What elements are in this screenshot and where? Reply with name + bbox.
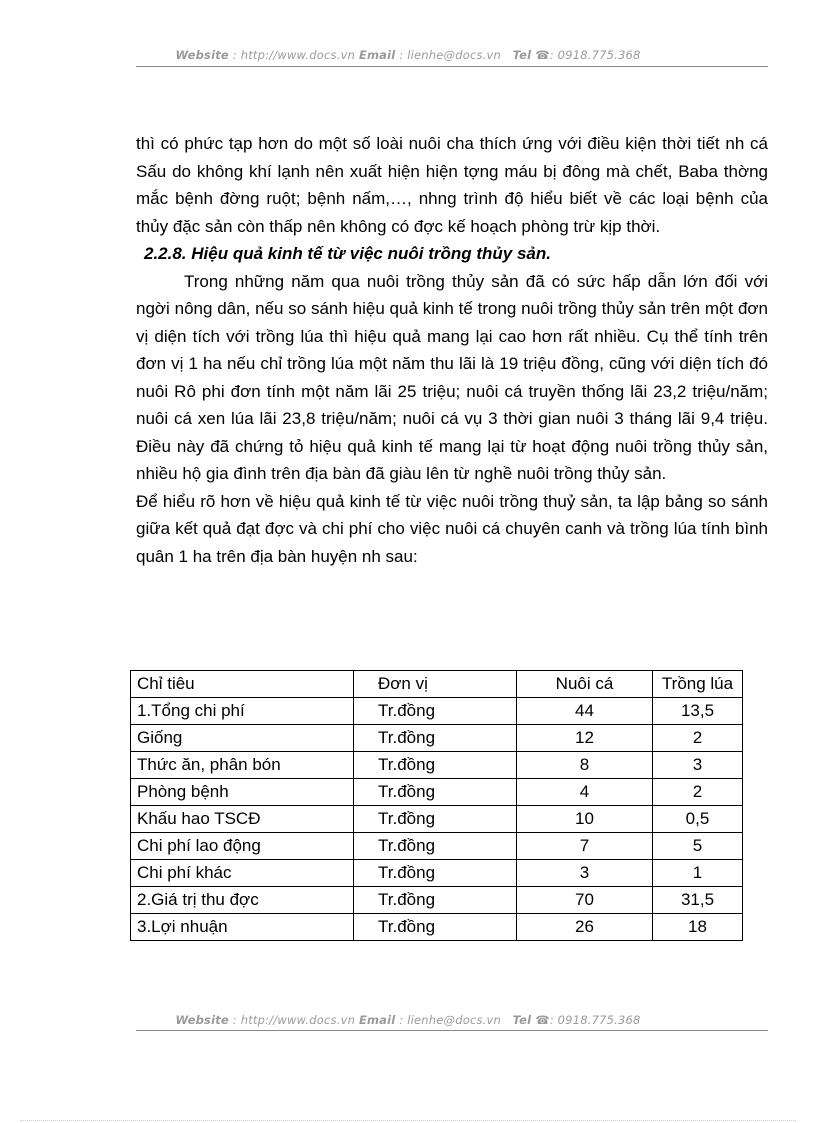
section-heading: 2.2.8. Hiệu quả kinh tế từ việc nuôi trồng thủy sản. — [144, 244, 551, 263]
table-row — [131, 860, 743, 887]
paragraph-table-intro: Để hiểu rõ hơn về hiệu quả kinh tế từ việc nuôi trồng thuỷ sản, ta lập bảng so sánh giữa kết quả đạt đợc và chi phí cho việc nuôi cá chuyên canh và trồng lúa tính bình quân 1 ha trên địa bàn huyện nh sau: — [136, 491, 768, 566]
header-rule — [136, 66, 768, 67]
table-cell: Tr.đồng — [354, 860, 517, 887]
table-cell: 26 — [517, 914, 653, 941]
table-cell: 44 — [517, 698, 653, 725]
footer-rule — [136, 1030, 768, 1031]
comparison-table — [130, 670, 743, 941]
page-footer — [0, 1013, 816, 1027]
paragraph-economic-efficiency: Trong những năm qua nuôi trồng thủy sản đã có sức hấp dẫn lớn đối với ngời nông dân, nếu so sánh hiệu quả kinh tế trong nuôi trồng thủy sản trên một đơn vị diện tích với trồng lúa thì hiệu quả mang lại cao hơn rất nhiều. Cụ thể tính trên đơn vị 1 ha nếu chỉ trồng lúa một năm thu lãi là 19 triệu đồng, cũng với diện tích đó nuôi Rô phi đơn tính một năm lãi 25 triệu; nuôi cá truyền thống lãi 23,2 triệu/năm; nuôi cá xen lúa lãi 23,8 triệu/năm; nuôi cá vụ 3 thời gian nuôi 3 tháng lãi 9,4 triệu. Điều này đã chứng tỏ hiệu quả kinh tế mang lại từ hoạt động nuôi trồng thủy sản, nhiều hộ gia đình trên địa bàn đã giàu lên từ nghề nuôi trồng thủy sản. — [136, 271, 768, 483]
table-cell: Thức ăn, phân bón — [131, 752, 354, 779]
header-tel-value: : 0918.775.368 — [549, 48, 641, 62]
table-header-cell: Nuôi cá — [517, 671, 653, 698]
table-cell: 8 — [517, 752, 653, 779]
table-cell: 5 — [653, 833, 743, 860]
table-cell: Tr.đồng — [354, 779, 517, 806]
header-email-value: lienhe@docs.vn — [407, 48, 502, 62]
table-cell: Tr.đồng — [354, 725, 517, 752]
table-cell: 13,5 — [653, 698, 743, 725]
footer-website-sep: : — [228, 1013, 241, 1027]
table-cell: 3.Lợi nhuận — [131, 914, 354, 941]
table-row — [131, 887, 743, 914]
table-cell: 10 — [517, 806, 653, 833]
footer-email-value: lienhe@docs.vn — [407, 1013, 502, 1027]
table-cell: 3 — [517, 860, 653, 887]
table-cell: Tr.đồng — [354, 698, 517, 725]
body-text — [136, 130, 768, 570]
table-cell: 4 — [517, 779, 653, 806]
table-cell: 2.Giá trị thu đợc — [131, 887, 354, 914]
table-cell: 2 — [653, 725, 743, 752]
footer-tel-label: Tel — [512, 1013, 532, 1027]
table-cell: 12 — [517, 725, 653, 752]
table-row — [131, 698, 743, 725]
table-cell: Tr.đồng — [354, 806, 517, 833]
table-cell: 3 — [653, 752, 743, 779]
table-cell: Tr.đồng — [354, 833, 517, 860]
table-cell: Tr.đồng — [354, 887, 517, 914]
footer-email-sep: : — [395, 1013, 408, 1027]
table-cell: 18 — [653, 914, 743, 941]
phone-icon: ☎ — [535, 1013, 550, 1027]
footer-website-url: http://www.docs.vn — [240, 1013, 356, 1027]
table-cell: 2 — [653, 779, 743, 806]
table-row — [131, 914, 743, 941]
table-cell: Tr.đồng — [354, 914, 517, 941]
table-cell: Chi phí lao động — [131, 833, 354, 860]
header-email-label: Email — [358, 48, 396, 62]
table-header-cell: Đơn vị — [354, 671, 517, 698]
footer-tel-value: : 0918.775.368 — [549, 1013, 641, 1027]
table-cell: Tr.đồng — [354, 752, 517, 779]
table-cell: 7 — [517, 833, 653, 860]
table-cell: Phòng bệnh — [131, 779, 354, 806]
table-row — [131, 806, 743, 833]
table-cell: Khấu hao TSCĐ — [131, 806, 354, 833]
table-header-cell: Chỉ tiêu — [131, 671, 354, 698]
phone-icon: ☎ — [535, 48, 550, 62]
footer-email-label: Email — [358, 1013, 396, 1027]
table-row — [131, 725, 743, 752]
table-cell: 70 — [517, 887, 653, 914]
header-website-url: http://www.docs.vn — [240, 48, 356, 62]
header-email-sep: : — [395, 48, 408, 62]
page-bottom-divider — [20, 1120, 796, 1121]
table-cell: 31,5 — [653, 887, 743, 914]
paragraph-disease: thì có phức tạp hơn do một số loài nuôi cha thích ứng với điều kiện thời tiết nh cá Sấu do không khí lạnh nên xuất hiện hiện tợng máu bị đông mà chết, Baba thờng mắc bệnh đờng ruột; bệnh nấm,…, nhng trình độ hiểu biết về các loại bệnh của thủy đặc sản còn thấp nên không có đợc kế hoạch phòng trừ kịp thời. — [136, 134, 768, 236]
header-website-label: Website — [175, 48, 229, 62]
table-header-cell: Trồng lúa — [653, 671, 743, 698]
table-row — [131, 833, 743, 860]
page-header — [0, 48, 816, 62]
table-row — [131, 779, 743, 806]
header-tel-label: Tel — [512, 48, 532, 62]
table-cell: 1 — [653, 860, 743, 887]
footer-website-label: Website — [175, 1013, 229, 1027]
header-website-sep: : — [228, 48, 241, 62]
table-row — [131, 752, 743, 779]
table-cell: 1.Tổng chi phí — [131, 698, 354, 725]
table-cell: Chi phí khác — [131, 860, 354, 887]
table-cell: 0,5 — [653, 806, 743, 833]
table-cell: Giống — [131, 725, 354, 752]
table-header-row — [131, 671, 743, 698]
